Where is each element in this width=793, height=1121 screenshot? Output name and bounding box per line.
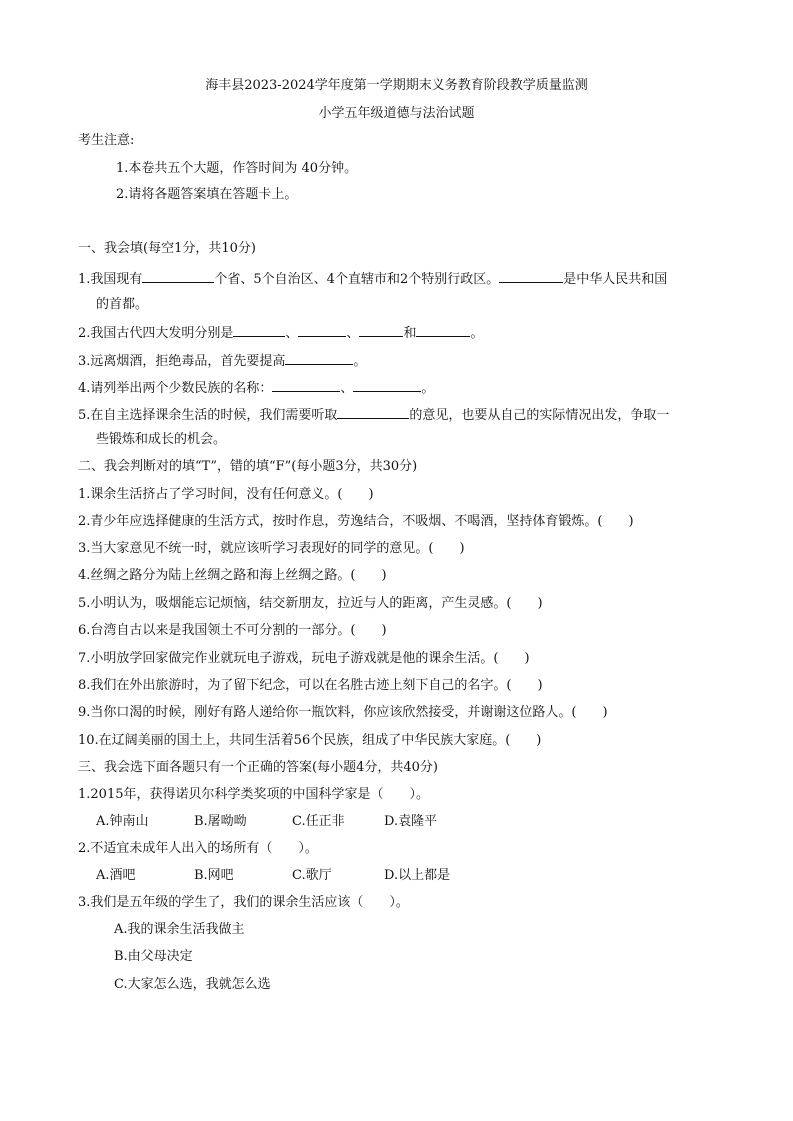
judge-question: 9.当你口渴的时候，刚好有路人递给你一瓶饮料，你应该欣然接受，并谢谢这位路人。( ) [78,705,608,720]
answer-blank[interactable] [353,377,421,392]
section-heading: 三、我会选下面各题只有一个正确的答案(每小题4分，共40分) [78,760,438,775]
answer-blank[interactable] [499,268,563,283]
section-heading: 二、我会判断对的填“T”，错的填“F”(每小题3分，共30分) [78,459,418,474]
exam-subtitle: 小学五年级道德与法治试题 [318,106,475,121]
fill-question: 4.请列举出两个少数民族的名称： 、 。 [78,377,434,398]
exam-title: 海丰县2023-2024学年度第一学期期末义务教育阶段教学质量监测 [205,78,588,93]
judge-question: 7.小明放学回家做完作业就玩电子游戏，玩电子游戏就是他的课余生活。( ) [78,651,530,666]
judge-question: 3.当大家意见不统一时，就应该听学习表现好的同学的意见。( ) [78,541,465,556]
fill-question-cont: 些锻炼和成长的机会。 [96,432,227,447]
choice-option: A.我的课余生活我做主 [114,922,245,937]
fill-question: 3.远离烟酒，拒绝毒品，首先要提高 。 [78,350,366,371]
answer-blank[interactable] [142,268,214,283]
judge-question: 5.小明认为，吸烟能忘记烦恼，结交新朋友，拉近与人的距离，产生灵感。( ) [78,596,543,611]
answer-blank[interactable] [337,404,409,419]
fill-question-cont: 的首都。 [96,297,149,312]
notice-item: 1.本卷共五个大题，作答时间为 40分钟。 [116,161,358,176]
choice-option: C.大家怎么选，我就怎么选 [114,977,271,992]
choice-option: C.歌厅 [292,868,332,883]
answer-blank[interactable] [298,322,346,337]
judge-question: 2.青少年应选择健康的生活方式，按时作息，劳逸结合，不吸烟、不喝酒，坚持体育锻炼。( ) [78,514,634,529]
choice-option: A.酒吧 [96,868,136,883]
choice-option: A.钟南山 [96,814,149,829]
section-heading: 一、我会填(每空1分，共10分) [78,241,256,256]
notice-label: 考生注意: [78,133,135,148]
choice-option: D.袁隆平 [384,814,438,829]
choice-question: 3.我们是五年级的学生了，我们的课余生活应该（ ）。 [78,895,409,910]
choice-option: B.网吧 [194,868,234,883]
choice-question: 2.不适宜未成年人出入的场所有（ ）。 [78,841,318,856]
judge-question: 1.课余生活挤占了学习时间，没有任何意义。( ) [78,487,374,502]
answer-blank[interactable] [272,377,340,392]
fill-question: 5.在自主选择课余生活的时候，我们需要听取 的意见，也要从自己的实际情况出发，争取一 [78,404,669,425]
answer-blank[interactable] [359,322,403,337]
choice-option: C.任正非 [292,814,345,829]
judge-question: 8.我们在外出旅游时，为了留下纪念，可以在名胜古迹上刻下自己的名字。( ) [78,678,543,693]
notice-item: 2.请将各题答案填在答题卡上。 [116,187,298,202]
answer-blank[interactable] [416,322,470,337]
fill-question: 1.我国现有 个省、5个自治区、4个直辖市和2个特别行政区。 是中华人民共和国 [78,268,667,289]
choice-question: 1.2015年，获得诺贝尔科学类奖项的中国科学家是（ ）。 [78,787,429,802]
answer-blank[interactable] [285,350,353,365]
choice-option: B.由父母决定 [114,949,193,964]
choice-option: D.以上都是 [384,868,451,883]
judge-question: 6.台湾自古以来是我国领土不可分割的一部分。( ) [78,623,387,638]
answer-blank[interactable] [233,322,285,337]
judge-question: 4.丝绸之路分为陆上丝绸之路和海上丝绸之路。( ) [78,568,387,583]
fill-question: 2.我国古代四大发明分别是 、 、 和 。 [78,322,483,343]
judge-question: 10.在辽阔美丽的国土上，共同生活着56个民族，组成了中华民族大家庭。( ) [78,733,542,748]
choice-option: B.屠呦呦 [194,814,247,829]
